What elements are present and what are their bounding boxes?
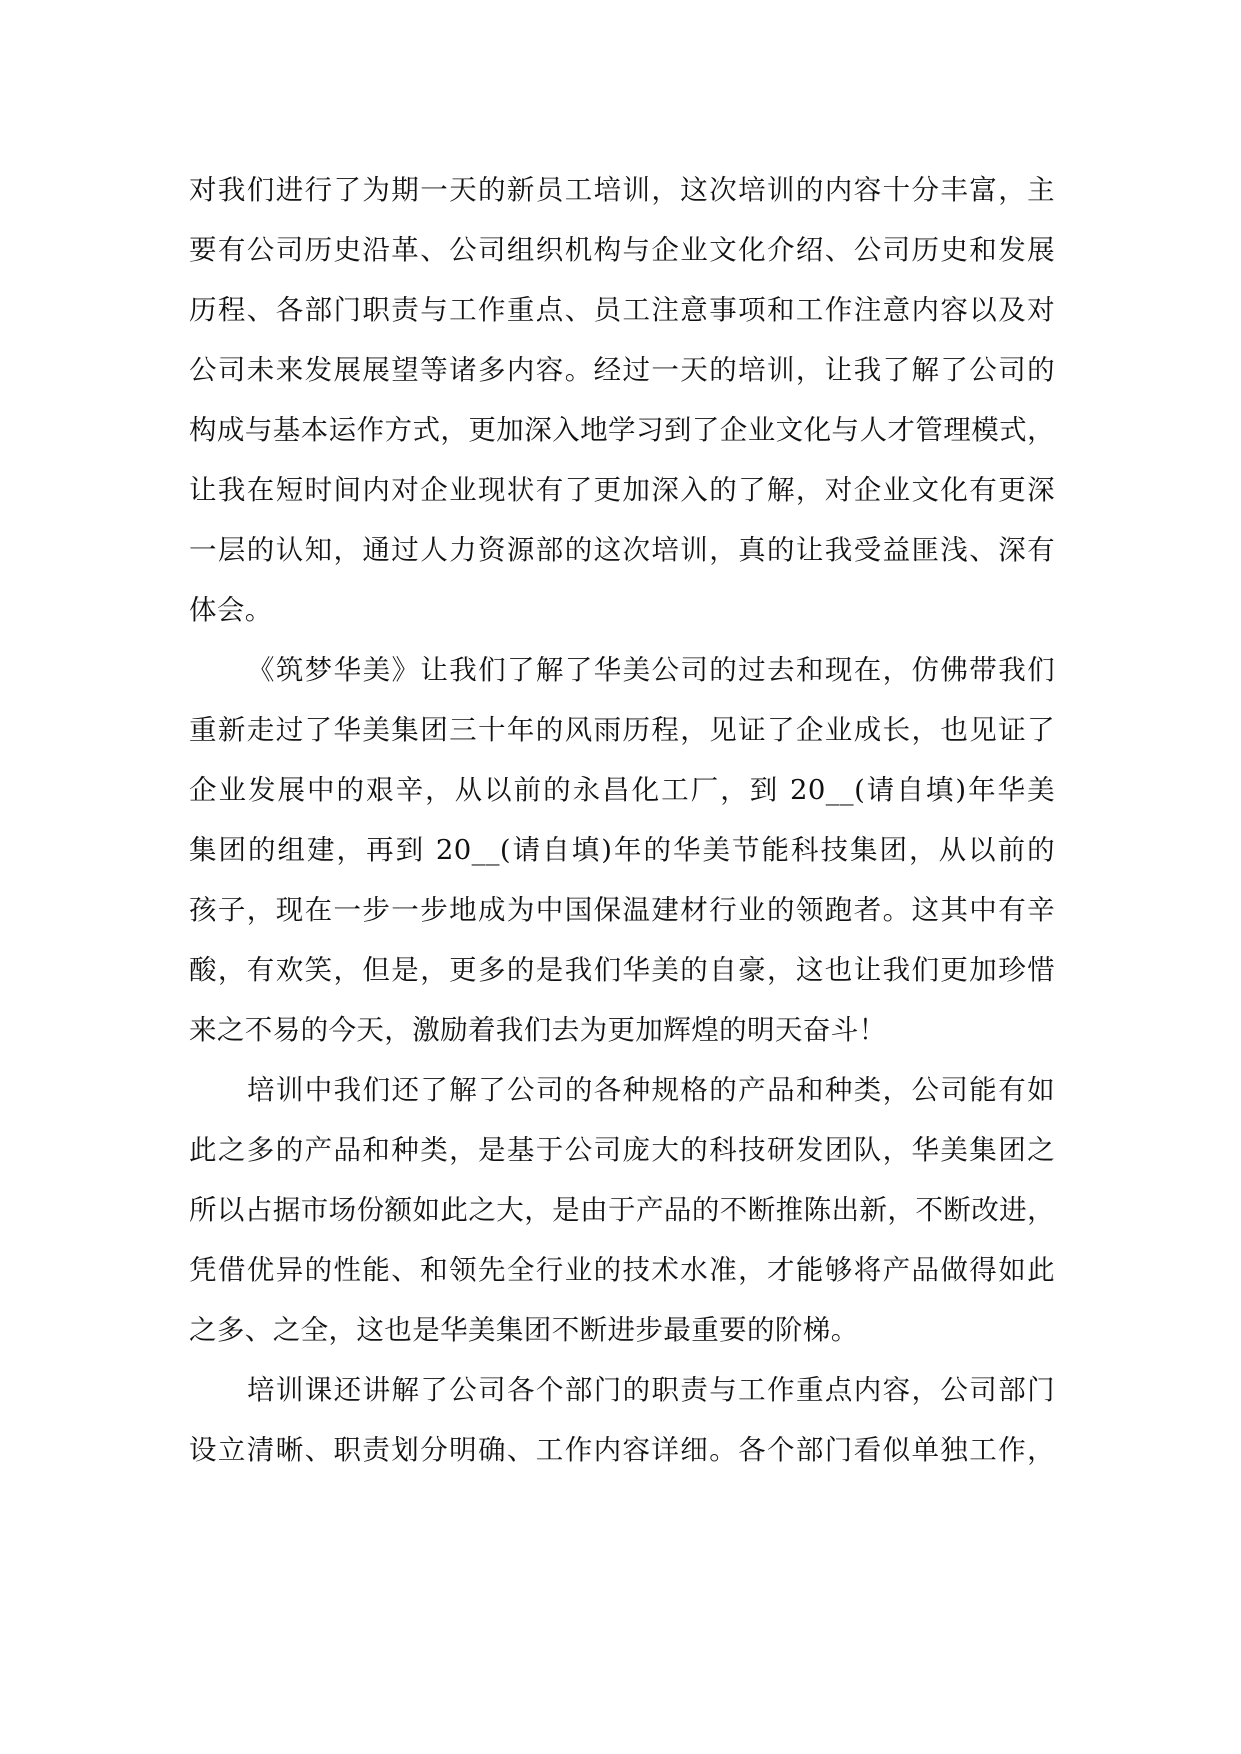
document-body	[189, 160, 1055, 1480]
text-line: 让我在短时间内对企业现状有了更加深入的了解，对企业文化有更深	[189, 474, 1055, 506]
text-line: 之多、之全，这也是华美集团不断进步最重要的阶梯。	[189, 1314, 859, 1346]
text-line: 设立清晰、职责划分明确、工作内容详细。各个部门看似单独工作，	[189, 1434, 1055, 1466]
text-line: 企业发展中的艰辛，从以前的永昌化工厂，到 20__(请自填)年华美	[189, 774, 1055, 806]
text-line: 《筑梦华美》让我们了解了华美公司的过去和现在，仿佛带我们	[247, 654, 1055, 686]
text-line: 孩子，现在一步一步地成为中国保温建材行业的领跑者。这其中有辛	[189, 894, 1055, 926]
text-line: 培训课还讲解了公司各个部门的职责与工作重点内容，公司部门	[247, 1374, 1055, 1406]
text-line: 此之多的产品和种类，是基于公司庞大的科技研发团队，华美集团之	[189, 1134, 1055, 1166]
text-line: 一层的认知，通过人力资源部的这次培训，真的让我受益匪浅、深有	[189, 534, 1055, 566]
text-line: 培训中我们还了解了公司的各种规格的产品和种类，公司能有如	[247, 1074, 1055, 1106]
text-line: 对我们进行了为期一天的新员工培训，这次培训的内容十分丰富，主	[189, 174, 1055, 206]
text-line: 公司未来发展展望等诸多内容。经过一天的培训，让我了解了公司的	[189, 354, 1055, 386]
text-line: 凭借优异的性能、和领先全行业的技术水准，才能够将产品做得如此	[189, 1254, 1055, 1286]
text-line: 酸，有欢笑，但是，更多的是我们华美的自豪，这也让我们更加珍惜	[189, 954, 1055, 986]
text-line: 要有公司历史沿革、公司组织机构与企业文化介绍、公司历史和发展	[189, 234, 1055, 266]
text-line: 体会。	[189, 594, 273, 626]
text-line: 构成与基本运作方式，更加深入地学习到了企业文化与人才管理模式，	[189, 414, 1055, 446]
text-line: 来之不易的今天，激励着我们去为更加辉煌的明天奋斗！	[189, 1014, 887, 1046]
text-line: 所以占据市场份额如此之大，是由于产品的不断推陈出新，不断改进，	[189, 1194, 1055, 1226]
text-line: 集团的组建，再到 20__(请自填)年的华美节能科技集团，从以前的	[189, 834, 1055, 866]
text-line: 历程、各部门职责与工作重点、员工注意事项和工作注意内容以及对	[189, 294, 1055, 326]
text-line: 重新走过了华美集团三十年的风雨历程，见证了企业成长，也见证了	[189, 714, 1055, 746]
